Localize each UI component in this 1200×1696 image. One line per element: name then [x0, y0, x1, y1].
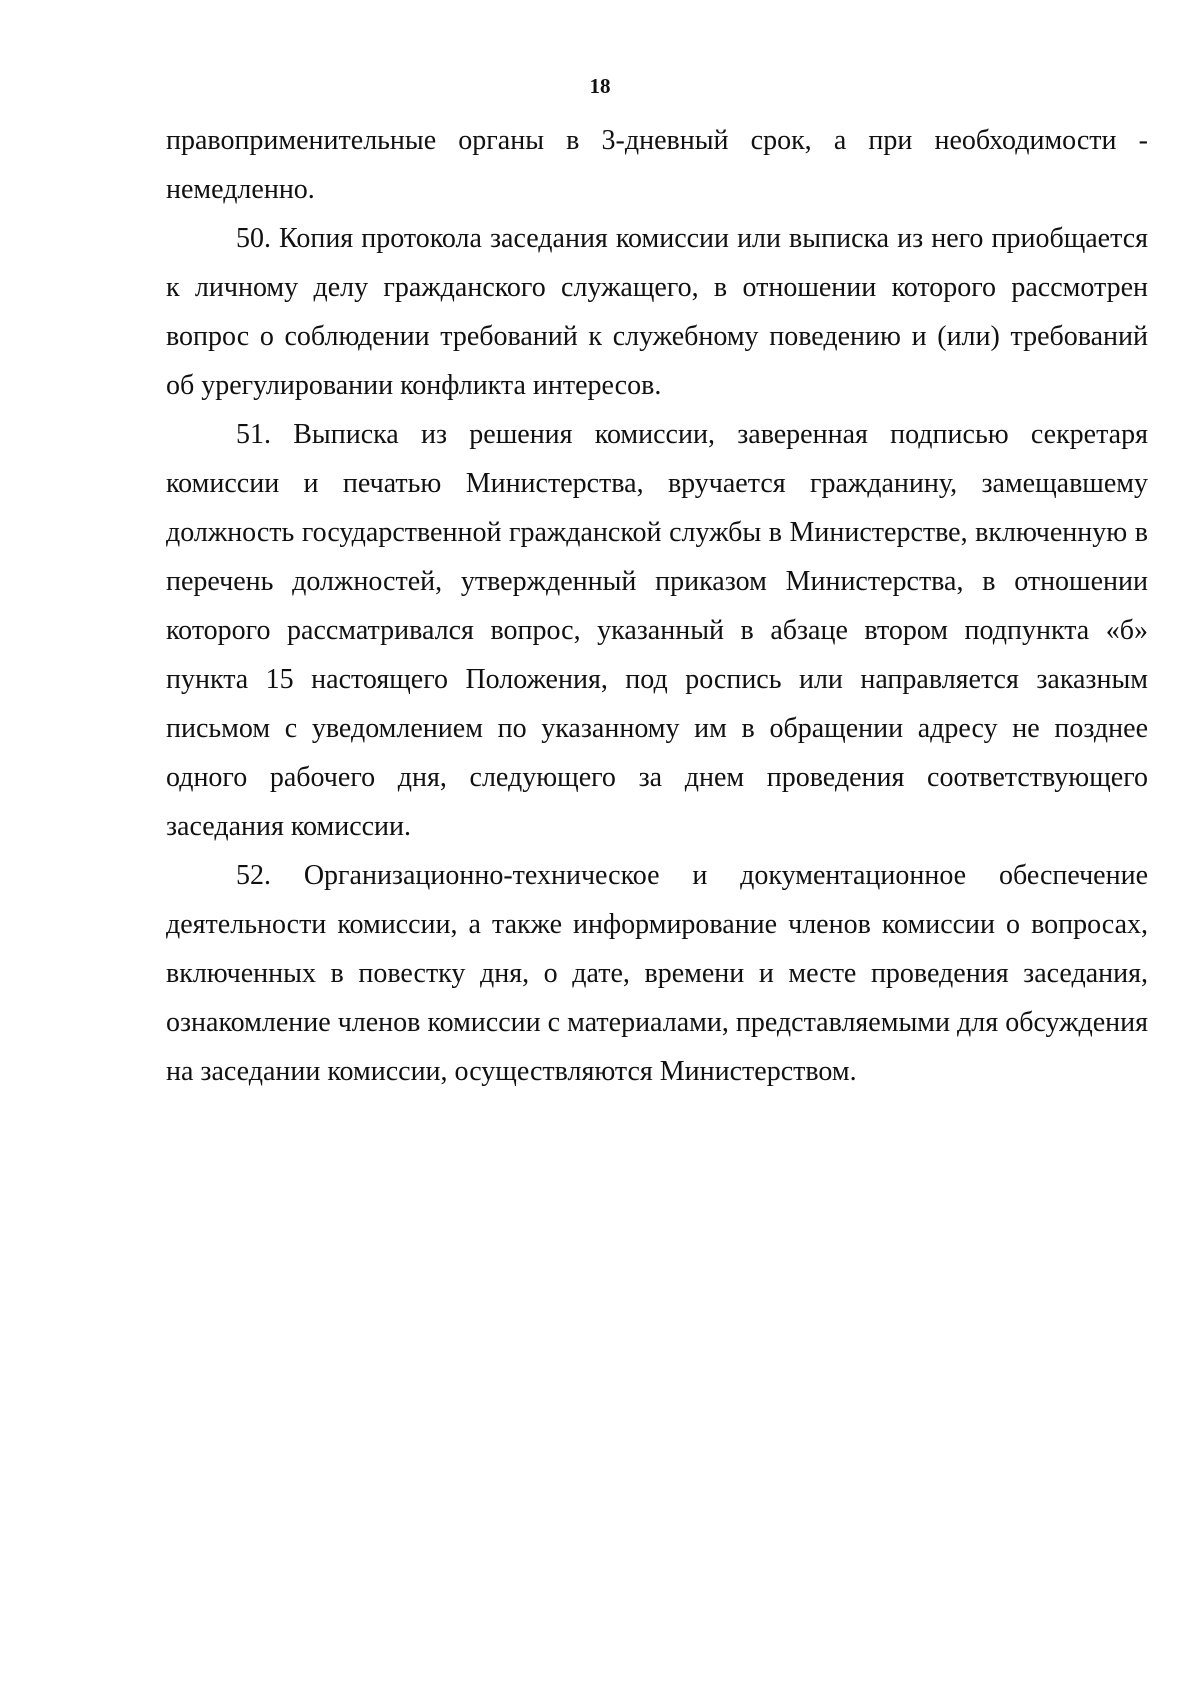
paragraph-continuation: правоприменительные органы в 3-дневный срок, а при необходимости - немедленно.: [166, 125, 1148, 205]
paragraph-51: 51. Выписка из решения комиссии, заверенная подписью секретаря комиссии и печатью Министерства, вручается гражданину, замещавшему должность государственной гражданской службы в Министерстве, включенную в перечень должностей, утвержденный приказом Министерства, в отношении которого рассматривался вопрос, указанный в абзаце втором подпункта «б» пункта 15 настоящего Положения, под роспись или направляется заказным письмом с уведомлением по указанному им в обращении адресу не позднее одного рабочего дня, следующего за днем проведения соответствующего заседания комиссии.: [166, 419, 1148, 842]
paragraph-52: 52. Организационно-техническое и документационное обеспечение деятельности комиссии, а также информирование членов комиссии о вопросах, включенных в повестку дня, о дате, времени и месте проведения заседания, ознакомление членов комиссии с материалами, представляемыми для обсуждения на заседании комиссии, осуществляются Министерством.: [166, 860, 1148, 1087]
paragraph-50: 50. Копия протокола заседания комиссии или выписка из него приобщается к личному делу гражданского служащего, в отношении которого рассмотрен вопрос о соблюдении требований к служебному поведению и (или) требований об урегулировании конфликта интересов.: [166, 223, 1148, 401]
page-number: 18: [589, 74, 611, 98]
document-body: [166, 116, 1148, 1096]
